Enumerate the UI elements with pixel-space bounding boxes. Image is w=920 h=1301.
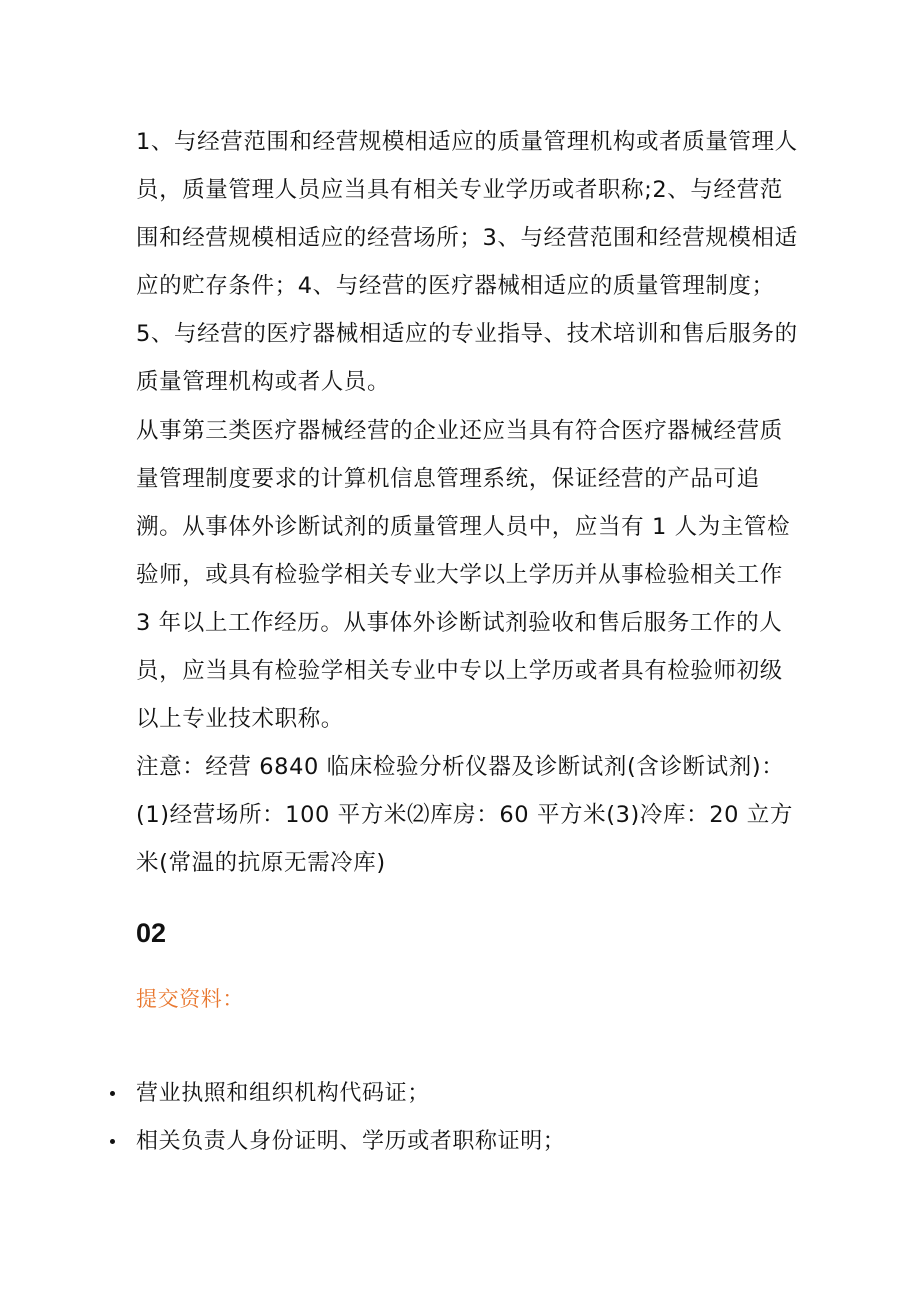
text-line: 员，应当具有检验学相关专业中专以上学历或者具有检验师初级	[136, 658, 783, 684]
text-line: 米(常温的抗原无需冷库)	[136, 850, 386, 876]
text-line: 溯。从事体外诊断试剂的质量管理人员中，应当有 1 人为主管检	[136, 514, 791, 540]
text-line: 验师，或具有检验学相关专业大学以上学历并从事检验相关工作	[136, 562, 783, 588]
text-line: 质量管理机构或者人员。	[136, 369, 391, 395]
bullet-icon	[110, 1139, 115, 1144]
text-line: 5、与经营的医疗器械相适应的专业指导、技术培训和售后服务的	[136, 321, 798, 347]
bullet-icon	[110, 1091, 115, 1096]
requirements-paragraph	[136, 118, 816, 406]
text-line: 以上专业技术职称。	[136, 706, 344, 732]
section-number: 02	[136, 918, 167, 948]
list-item	[106, 1118, 565, 1166]
documents-list	[106, 1070, 565, 1166]
text-line: 3 年以上工作经历。从事体外诊断试剂验收和售后服务工作的人	[136, 610, 783, 636]
text-line: 从事第三类医疗器械经营的企业还应当具有符合医疗器械经营质	[136, 418, 783, 444]
text-line: 围和经营规模相适应的经营场所；3、与经营范围和经营规模相适	[136, 225, 798, 251]
list-item-text: 相关负责人身份证明、学历或者职称证明；	[136, 1129, 566, 1154]
class-three-paragraph	[136, 407, 816, 743]
section-title: 提交资料：	[136, 987, 244, 1011]
text-line: 应的贮存条件；4、与经营的医疗器械相适应的质量管理制度；	[136, 273, 775, 299]
list-item	[106, 1070, 565, 1118]
text-line: 1、与经营范围和经营规模相适应的质量管理机构或者质量管理人	[136, 129, 798, 155]
text-line: (1)经营场所：100 平方米⑵库房：60 平方米(3)冷库：20 立方	[136, 802, 794, 828]
list-item-text: 营业执照和组织机构代码证；	[136, 1081, 430, 1106]
text-line: 量管理制度要求的计算机信息管理系统，保证经营的产品可追	[136, 466, 760, 492]
text-line: 注意：经营 6840 临床检验分析仪器及诊断试剂(含诊断试剂)：	[136, 754, 785, 780]
text-line: 员，质量管理人员应当具有相关专业学历或者职称;2、与经营范	[136, 177, 783, 203]
note-paragraph	[136, 743, 816, 887]
